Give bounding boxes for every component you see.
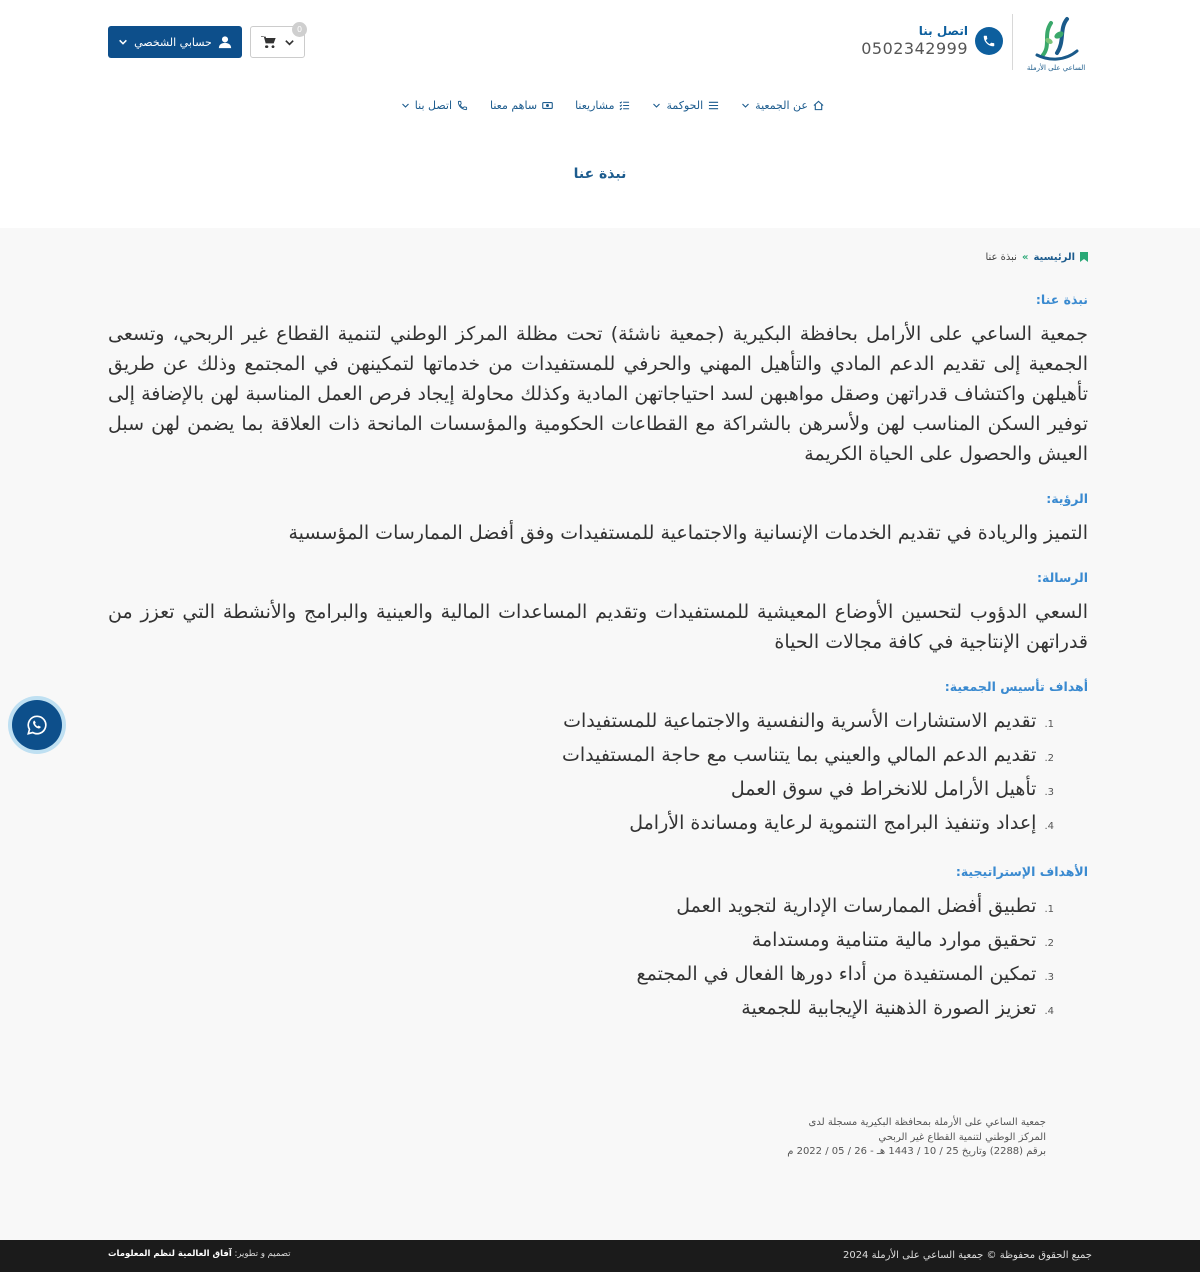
chevron-down-icon [652, 101, 661, 110]
logo-subtitle: الساعي على الأرملة [1026, 63, 1086, 72]
list-item [108, 740, 1054, 774]
phone-icon [457, 100, 468, 111]
main-nav [401, 96, 824, 114]
list-item-number: 3. [1044, 787, 1054, 798]
list-item-text: تقديم الدعم المالي والعيني بما يتناسب مع حاجة المستفيدات [561, 744, 1037, 766]
about-heading: نبذة عنا: [1035, 292, 1088, 307]
whatsapp-button-inner [12, 700, 62, 750]
list-item-text: تحقيق موارد مالية متنامية ومستدامة [751, 929, 1037, 951]
account-label: حسابي الشخصي [134, 35, 212, 49]
founding-goals-list [108, 706, 1088, 842]
registration-info [787, 1116, 1046, 1160]
list-item [108, 891, 1054, 925]
whatsapp-button[interactable] [8, 696, 66, 754]
nav-item-governance[interactable] [652, 99, 719, 112]
chevron-down-icon [401, 101, 410, 110]
breadcrumb-current: نبذة عنا [985, 251, 1017, 263]
list-item-text: تمكين المستفيدة من أداء دورها الفعال في المجتمع [636, 963, 1037, 985]
list-item [108, 706, 1054, 740]
list-item-text: تطبيق أفضل الممارسات الإدارية لتجويد العمل [676, 895, 1037, 917]
nav-item-label: عن الجمعية [755, 98, 808, 112]
vision-heading: الرؤية: [1046, 491, 1088, 506]
list-item-number: 4. [1044, 821, 1054, 832]
account-button[interactable] [108, 26, 242, 58]
phone-circle-icon[interactable] [975, 27, 1003, 55]
main-content [108, 248, 1088, 1027]
list-item [108, 774, 1054, 808]
breadcrumb-separator: » [1021, 251, 1029, 263]
home-icon [813, 100, 824, 111]
list-item-number: 1. [1044, 719, 1054, 730]
chevron-down-icon [741, 101, 750, 110]
list-item-number: 3. [1044, 972, 1054, 983]
founding-goals-heading: أهداف تأسيس الجمعية: [944, 679, 1088, 694]
nav-item-label: مشاريعنا [575, 98, 615, 112]
chevron-down-icon [118, 37, 128, 47]
list-item-text: تعزيز الصورة الذهنية الإيجابية للجمعية [741, 997, 1037, 1019]
page-title: نبذة عنا [573, 166, 627, 182]
breadcrumb [108, 248, 1088, 266]
list-item-number: 4. [1044, 1006, 1054, 1017]
nav-item-contact[interactable] [401, 99, 468, 112]
copyright-text: جميع الحقوق محفوظة © جمعية الساعي على الأرملة 2024 [842, 1250, 1092, 1261]
nav-item-about[interactable] [741, 99, 824, 112]
cart-icon [261, 35, 277, 49]
list-item [108, 959, 1054, 993]
list-item-number: 2. [1044, 753, 1054, 764]
credit-company-link[interactable]: آفاق العالمية لنظم المعلومات [108, 1249, 232, 1259]
registration-line: المركز الوطني لتنمية القطاع غير الربحي [878, 1131, 1046, 1143]
mission-text: السعي الدؤوب لتحسين الأوضاع المعيشية للمستفيدات وتقديم المساعدات المالية والعينية والبرامج والأنشطة التي تعزز من قدراتهن الإنتاجية في كافة مجالات الحياة [108, 601, 1088, 653]
list-item-text: تأهيل الأرامل للانخراط في سوق العمل [730, 778, 1037, 800]
strategic-goals-heading: الأهداف الإستراتيجية: [955, 864, 1088, 879]
nav-item-label: اتصل بنا [414, 98, 452, 112]
contact-label[interactable]: اتصل بنا [918, 24, 968, 38]
tasks-icon [619, 100, 630, 111]
nav-item-projects[interactable] [575, 99, 630, 112]
vision-text: التميز والريادة في تقديم الخدمات الإنسانية والاجتماعية للمستفيدات وفق أفضل الممارسات المؤسسية [288, 522, 1088, 544]
header-divider [1012, 14, 1013, 70]
list-item [108, 993, 1054, 1027]
nav-item-label: الحوكمة [666, 98, 704, 112]
list-item-number: 2. [1044, 938, 1054, 949]
about-text: جمعية الساعي على الأرامل بحافظة البكيرية (جمعية ناشئة) تحت مظلة المركز الوطني لتنمية القطاع غير الربحي، وتسعى الجمعية إلى تقديم الدعم المادي والتأهيل المهني والحرفي للمستفيدات من خدماتها لتمكينهن في المجتمع وذلك عن طريق تأهيلهن واكتشاف قدراتهن وصقل مواهبهن لسد احتياجاتهن المادية وكذلك محاولة إيجاد فرص العمل المناسبة لهن بالإضافة إلى توفير السكن المناسب لهن ولأسرهن بالشراكة مع القطاعات الحكومية والمؤسسات المانحة ذات العلاقة بما يضمن لهن سبل العيش والحصول على الحياة الكريمة [108, 323, 1088, 465]
site-logo[interactable] [1024, 12, 1088, 74]
list-item [108, 808, 1054, 842]
nav-item-contribute[interactable] [490, 99, 553, 112]
money-icon [542, 100, 553, 111]
breadcrumb-home-link[interactable]: الرئيسية [1033, 251, 1075, 263]
logo-emblem-icon [1029, 15, 1083, 63]
credit-prefix: تصميم و تطوير: [234, 1249, 291, 1259]
phone-icon [982, 34, 996, 48]
mission-heading: الرسالة: [1036, 570, 1088, 585]
footer-bar [0, 1240, 1200, 1272]
strategic-goals-list [108, 891, 1088, 1027]
list-item [108, 925, 1054, 959]
registration-line: برقم (2288) وتاريخ 25 / 10 / 1443 هـ - 26 / 05 / 2022 م [787, 1146, 1046, 1157]
list-icon [708, 100, 719, 111]
list-item-text: تقديم الاستشارات الأسرية والنفسية والاجتماعية للمستفيدات [563, 710, 1037, 732]
whatsapp-icon [26, 714, 48, 736]
nav-item-label: ساهم معنا [490, 98, 538, 112]
list-item-number: 1. [1044, 904, 1054, 915]
header [0, 0, 1200, 84]
bookmark-icon [1080, 252, 1088, 262]
developer-credit [108, 1249, 291, 1259]
contact-number[interactable]: 0502342999 [861, 39, 968, 58]
list-item-text: إعداد وتنفيذ البرامج التنموية لرعاية ومساندة الأرامل [629, 812, 1037, 834]
registration-line: جمعية الساعي على الأرملة بمحافظة البكيرية مسجلة لدى [808, 1117, 1046, 1128]
cart-count-badge: 0 [292, 22, 307, 37]
user-icon [218, 35, 232, 49]
chevron-down-icon [284, 37, 295, 48]
